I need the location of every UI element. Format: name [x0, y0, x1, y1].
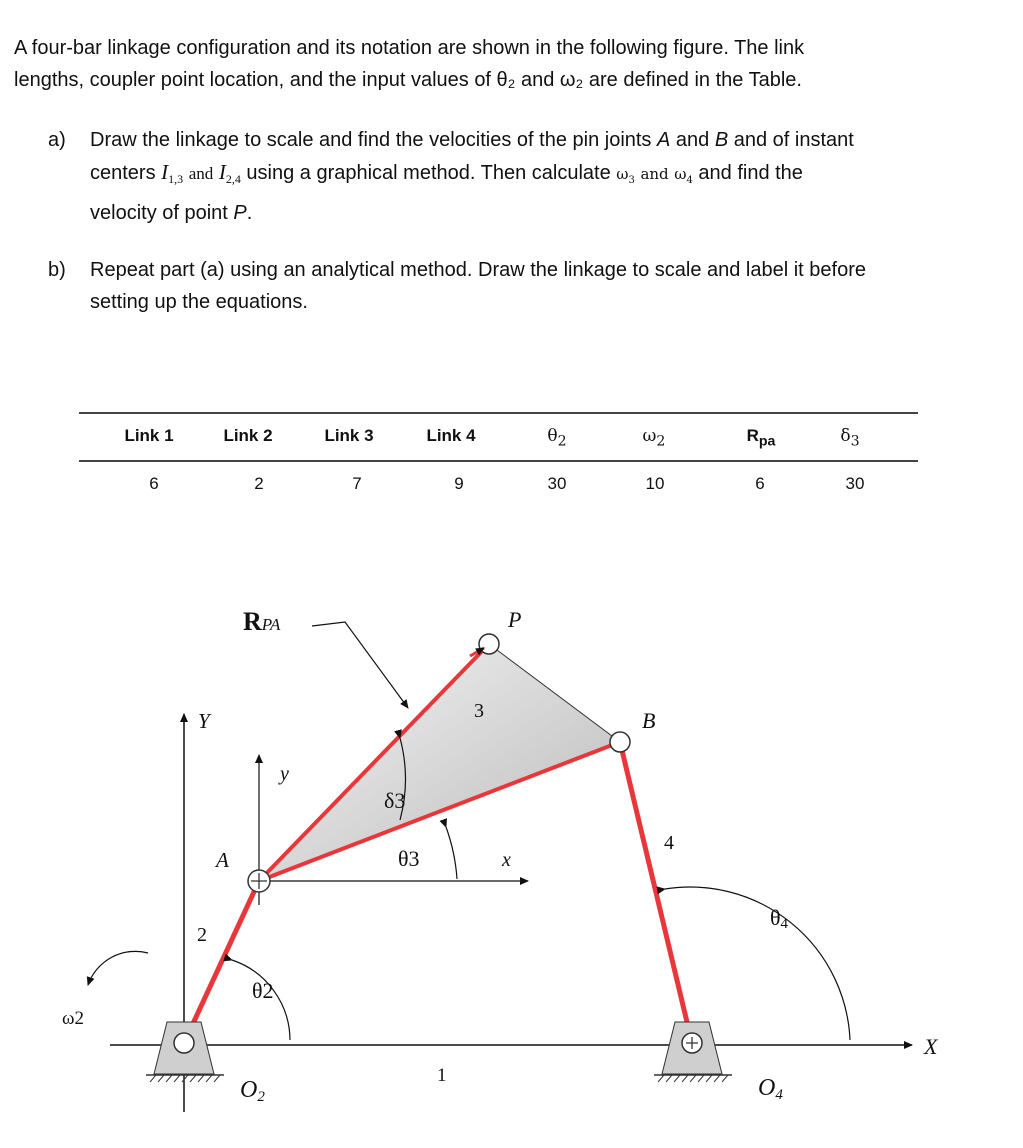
instant-center-13: [161, 160, 183, 184]
pin-b-ref: B: [714, 129, 729, 151]
value-link2: 2: [254, 474, 264, 493]
label-a: A: [216, 848, 229, 872]
ic13-sub: 1,3: [168, 172, 184, 186]
ic24-letter: I: [218, 160, 226, 184]
omega3-sub: 3: [628, 175, 635, 186]
omega4-ref: [674, 165, 693, 186]
theta4-arc: [665, 887, 850, 1040]
label-small-y: y: [280, 763, 289, 785]
label-link-2: 2: [197, 924, 207, 946]
point-p-ref: P: [233, 202, 247, 224]
label-b: B: [642, 708, 656, 733]
label-rpa: [243, 607, 281, 636]
rpa-leader-arrow: [312, 622, 408, 708]
intro-line-1: A four-bar linkage configuration and its notation are shown in the following figure. The link: [14, 37, 805, 59]
part-a-text-2: and of instant: [733, 129, 854, 151]
pin-b: [610, 732, 630, 752]
part-b-text: [90, 254, 990, 318]
omega4-sub: 4: [686, 175, 693, 186]
instant-center-24: [219, 160, 241, 184]
label-omega2: ω2: [62, 1008, 85, 1029]
label-o2: [240, 1077, 265, 1105]
header-delta3: [790, 426, 910, 449]
part-a-text: [90, 124, 990, 229]
part-a-text-1: Draw the linkage to scale and find the velocities of the pin joints: [90, 129, 652, 151]
header-delta3-sub: 3: [850, 433, 860, 450]
header-theta2-letter: θ: [547, 426, 558, 446]
header-delta3-letter: δ: [840, 426, 851, 446]
value-link4: 9: [454, 474, 464, 493]
point-p: [479, 634, 499, 654]
header-rpa-letter: R: [746, 426, 759, 445]
part-a-period: .: [246, 202, 253, 224]
label-o2-main: O: [240, 1077, 258, 1103]
ic24-sub: 2,4: [225, 172, 241, 186]
header-link3-text: Link 3: [324, 426, 374, 445]
linkage-figure: [0, 560, 1023, 1148]
label-rpa-sub: PA: [261, 615, 281, 634]
part-a-text-6: velocity of point: [90, 202, 228, 224]
label-theta2: θ2: [252, 978, 274, 1003]
o2-pin: [174, 1033, 194, 1053]
part-a-text-4: using a graphical method. Then calculate: [246, 162, 611, 184]
part-b: [48, 254, 1008, 324]
part-b-label: b): [48, 259, 66, 281]
omega2-arrow: [88, 951, 148, 985]
part-a-text-5: and find the: [698, 162, 803, 184]
ground-pivot-o4: [654, 1022, 732, 1082]
label-delta3: δ3: [384, 788, 406, 813]
pin-a-ref: A: [657, 129, 671, 151]
ic13-letter: I: [161, 160, 169, 184]
value-rpa: 6: [755, 474, 765, 493]
intro-line-2: lengths, coupler point location, and the input values of θ₂ and ω₂ are defined in the Table.: [14, 69, 802, 91]
label-o4-sub: 4: [775, 1087, 783, 1103]
part-a: [48, 124, 1008, 224]
label-theta4-sub: 4: [780, 916, 789, 932]
header-rpa-sub: pa: [758, 433, 776, 450]
o4-ground-hatch: [658, 1075, 728, 1082]
part-a-label: a): [48, 129, 66, 151]
header-omega2: [594, 426, 714, 449]
table-header-rule: [79, 460, 918, 462]
link-2-crank: [184, 881, 259, 1043]
theta3-arc: [446, 827, 457, 879]
part-b-line-1: Repeat part (a) using an analytical method. Draw the linkage to scale and label it before: [90, 259, 867, 281]
label-big-y: Y: [198, 709, 210, 733]
part-a-and-2: and: [188, 164, 214, 183]
label-o4-main: O: [758, 1075, 776, 1101]
label-link-4: 4: [664, 832, 674, 854]
value-omega2: 10: [645, 474, 665, 493]
header-omega2-letter: ω: [642, 426, 657, 446]
omega4-letter: ω: [674, 165, 687, 183]
label-o4: [758, 1075, 783, 1103]
header-link2-text: Link 2: [223, 426, 273, 445]
ground-pivot-o2: [146, 1022, 224, 1082]
value-theta2: 30: [547, 474, 567, 493]
label-link-3: 3: [474, 700, 484, 722]
header-theta2-sub: 2: [557, 433, 567, 450]
part-a-and-3: and: [640, 165, 669, 183]
label-rpa-main: R: [243, 607, 262, 636]
value-link3: 7: [352, 474, 362, 493]
link-4-rocker: [620, 742, 692, 1043]
problem-intro: [14, 32, 1004, 96]
o2-ground-hatch: [150, 1075, 220, 1082]
value-delta3: 30: [845, 474, 865, 493]
label-big-x: X: [924, 1034, 938, 1059]
value-link1: 6: [149, 474, 159, 493]
label-link-1: 1: [437, 1065, 447, 1086]
label-o2-sub: 2: [257, 1089, 265, 1105]
header-link1-text: Link 1: [124, 426, 174, 445]
header-link4: [391, 426, 511, 446]
omega3-ref: [616, 165, 635, 186]
label-theta4: [770, 905, 789, 932]
part-a-and: and: [675, 129, 710, 151]
label-small-x: x: [502, 849, 511, 871]
label-theta4-main: θ: [770, 905, 781, 930]
omega3-letter: ω: [616, 165, 629, 183]
label-theta3: θ3: [398, 846, 420, 871]
part-a-text-3: centers: [90, 162, 156, 184]
header-omega2-sub: 2: [656, 433, 666, 450]
label-p: P: [508, 607, 522, 632]
header-link4-text: Link 4: [426, 426, 476, 445]
part-b-line-2: setting up the equations.: [90, 291, 308, 313]
table-top-rule: [79, 412, 918, 414]
